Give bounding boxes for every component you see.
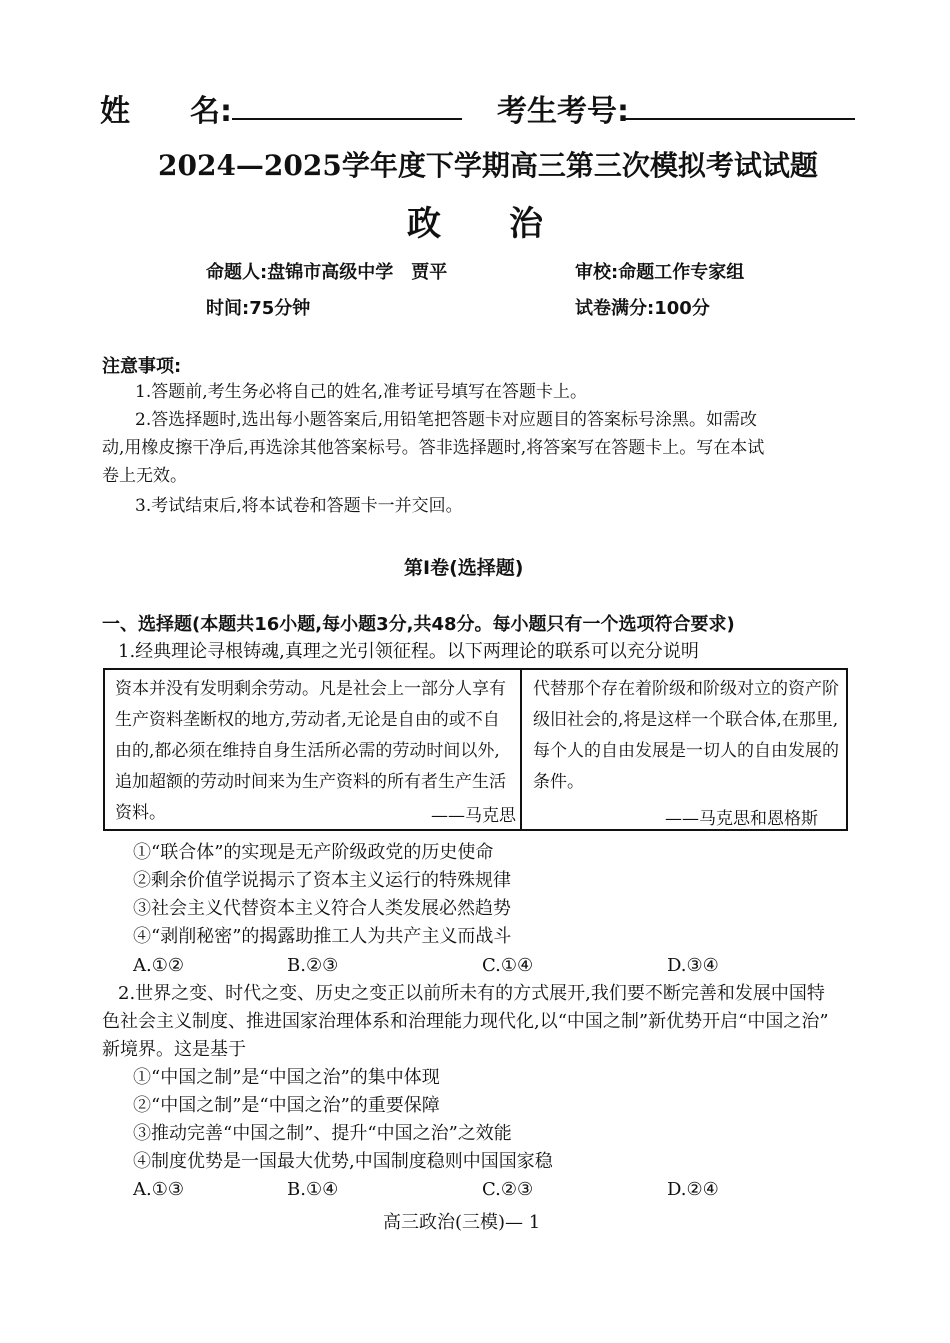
notes-item-2-line-3: 卷上无效。 [102,466,187,486]
question-1-option-d[interactable]: D.③④ [667,955,719,976]
question-2-stem-line-1: 2.世界之变、时代之变、历史之变正以前所未有的方式展开,我们要不断完善和发展中国特 [118,983,825,1004]
quote-right-source: ——马克思和恩格斯 [665,809,818,829]
question-1-option-b[interactable]: B.②③ [287,955,339,976]
question-2-stem-line-2: 色社会主义制度、推进国家治理体系和治理能力现代化,以“中国之制”新优势开启“中国之治” [102,1011,829,1032]
quote-divider [520,670,522,829]
quote-table [103,668,848,831]
author-info: 命题人:盘锦市高级中学 贾平 [206,262,448,283]
section-instructions: 一、选择题(本题共16小题,每小题3分,共48分。每小题只有一个选项符合要求) [102,614,735,635]
notes-heading: 注意事项: [102,356,182,377]
question-1-option-a[interactable]: A.①② [133,955,184,976]
question-2-stem-line-3: 新境界。这是基于 [102,1039,246,1060]
question-1-option-c[interactable]: C.①④ [482,955,534,976]
exam-number-field[interactable] [625,118,855,120]
question-2-statement-1: ①“中国之制”是“中国之治”的集中体现 [133,1067,440,1088]
subject-title: 政 治 [407,204,543,244]
question-2-statement-4: ④制度优势是一国最大优势,中国制度稳则中国国家稳 [133,1151,553,1172]
part-title: 第Ⅰ卷(选择题) [404,557,524,579]
name-field[interactable] [232,118,462,120]
question-2-option-c[interactable]: C.②③ [482,1179,534,1200]
quote-right-text: 代替那个存在着阶级和阶级对立的资产阶级旧社会的,将是这样一个联合体,在那里,每个人的自由发展是一切人的自由发展的条件。 [533,679,839,792]
question-1-statement-1: ①“联合体”的实现是无产阶级政党的历史使命 [133,842,494,863]
question-1-statement-2: ②剩余价值学说揭示了资本主义运行的特殊规律 [133,870,511,891]
question-2-statement-3: ③推动完善“中国之制”、提升“中国之治”之效能 [133,1123,512,1144]
page-footer: 高三政治(三模)— 1 [383,1212,541,1233]
score-info: 试卷满分:100分 [575,298,710,319]
question-2-option-a[interactable]: A.①③ [133,1179,184,1200]
question-1-statement-4: ④“剥削秘密”的揭露助推工人为共产主义而战斗 [133,926,512,947]
question-1-stem: 1.经典理论寻根铸魂,真理之光引领征程。以下两理论的联系可以充分说明 [118,641,699,662]
question-1-statement-3: ③社会主义代替资本主义符合人类发展必然趋势 [133,898,511,919]
name-label: 姓 名: [100,94,232,129]
notes-item-2-line-1: 2.答选择题时,选出每小题答案后,用铅笔把答题卡对应题目的答案标号涂黑。如需改 [135,410,758,430]
question-2-statement-2: ②“中国之制”是“中国之治”的重要保障 [133,1095,440,1116]
exam-title: 2024—2025学年度下学期高三第三次模拟考试试题 [158,149,818,182]
notes-item-2-line-2: 动,用橡皮擦干净后,再选涂其他答案标号。答非选择题时,将答案写在答题卡上。写在本试 [102,438,765,458]
quote-left-source: ——马克思 [431,806,516,826]
notes-item-3: 3.考试结束后,将本试卷和答题卡一并交回。 [135,496,463,516]
exam-number-label: 考生考号: [497,94,629,129]
question-2-option-b[interactable]: B.①④ [287,1179,339,1200]
quote-left-text: 资本并没有发明剩余劳动。凡是社会上一部分人享有生产资料垄断权的地方,劳动者,无论是自由的或不自由的,都必须在维持自身生活所必需的劳动时间以外,追加超额的劳动时间来为生产资料的所有者生产生活资料。 [115,679,506,823]
question-2-option-d[interactable]: D.②④ [667,1179,719,1200]
notes-item-1: 1.答题前,考生务必将自己的姓名,准考证号填写在答题卡上。 [135,382,588,402]
reviewer-info: 审校:命题工作专家组 [575,262,745,283]
time-info: 时间:75分钟 [206,298,311,319]
